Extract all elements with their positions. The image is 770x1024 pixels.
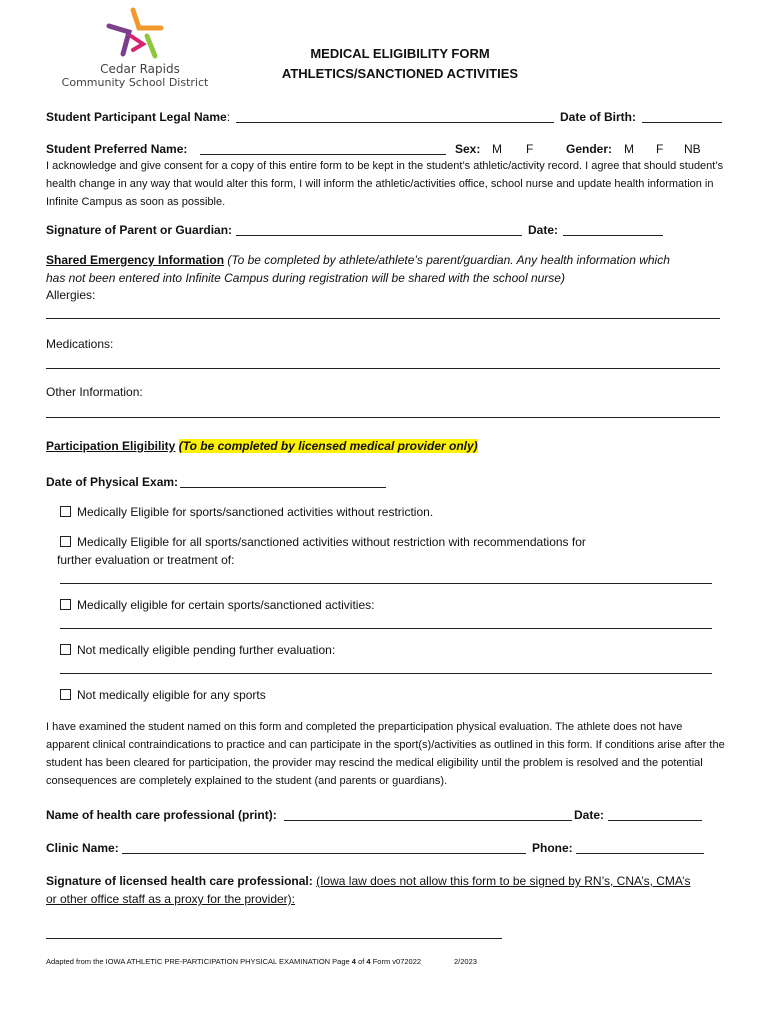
option-eligible-recommendations-cont: further evaluation or treatment of:: [57, 553, 235, 567]
exam-date-field[interactable]: [180, 487, 386, 488]
sex-option-f[interactable]: F: [526, 142, 534, 156]
provider-signature-row: [46, 874, 690, 888]
provider-name-label: Name of health care professional (print):: [46, 808, 277, 822]
legal-name-colon: :: [226, 110, 231, 124]
footer-form: Form v072022: [372, 957, 422, 966]
provider-signature-label: Signature of licensed health care professional:: [46, 874, 313, 888]
checkbox[interactable]: [60, 689, 71, 700]
gender-option-m[interactable]: M: [624, 142, 634, 156]
provider-name-field[interactable]: [284, 820, 572, 821]
option-label: Medically eligible for certain sports/sanctioned activities:: [77, 598, 375, 612]
option-label: Not medically eligible for any sports: [77, 688, 266, 702]
eligibility-heading: Participation Eligibility: [46, 439, 176, 453]
parent-signature-label: Signature of Parent or Guardian:: [46, 223, 233, 237]
other-info-field[interactable]: [46, 417, 720, 418]
form-title-1: MEDICAL ELIGIBILITY FORM: [310, 46, 490, 61]
provider-date-field[interactable]: [608, 820, 702, 821]
footer-date: 2/2023: [454, 957, 477, 966]
logo-stroke-purple: [109, 26, 129, 54]
option-label: Medically Eligible for all sports/sanctioned activities without restriction with recommendations for: [77, 535, 586, 549]
logo-stroke-orange: [133, 10, 161, 28]
phone-label: Phone:: [532, 841, 573, 855]
logo-line-1: Cedar Rapids: [100, 62, 180, 76]
other-info-label: Other Information:: [46, 385, 143, 399]
phone-field[interactable]: [576, 853, 704, 854]
option-eligible-no-restriction[interactable]: [60, 505, 433, 519]
medications-field[interactable]: [46, 368, 720, 369]
eligibility-note: (To be completed by licensed medical provider only): [178, 439, 478, 453]
logo-line-2: Community School District: [61, 76, 209, 89]
gender-option-f[interactable]: F: [656, 142, 664, 156]
recommendations-field[interactable]: [60, 583, 712, 584]
consent-paragraph: I acknowledge and give consent for a copy of this entire form to be kept in the student’s athletic/activity record. I agree that should student’s health change in any way that would alter this form, I will inform the athletic/activities office, school nurse and update health information in Infinite Campus as soon as possible.: [46, 160, 724, 208]
emergency-note: (To be completed by athlete/athlete’s parent/guardian. Any health information which has not been entered into Infinite Campus during registration will be shared with the school nurse): [46, 253, 670, 285]
dob-label: Date of Birth:: [560, 110, 636, 124]
footer-page-num: 4: [351, 957, 356, 966]
parent-signature-field[interactable]: [236, 235, 522, 236]
emergency-info-block: [46, 251, 686, 287]
footer: [46, 957, 421, 966]
medications-label: Medications:: [46, 337, 114, 351]
option-label: Not medically eligible pending further evaluation:: [77, 643, 336, 657]
provider-date-label: Date:: [574, 808, 605, 822]
allergies-label: Allergies:: [46, 288, 96, 302]
emergency-heading: Shared Emergency Information: [46, 253, 225, 267]
gender-label: Gender:: [566, 142, 613, 156]
footer-page-total: 4: [366, 957, 371, 966]
option-not-eligible-any[interactable]: [60, 688, 266, 702]
checkbox[interactable]: [60, 599, 71, 610]
dob-field[interactable]: [642, 122, 722, 123]
gender-option-nb[interactable]: NB: [684, 142, 701, 156]
provider-statement: I have examined the student named on this form and completed the preparticipation physical evaluation. The athlete does not have apparent clinical contraindications to practice and can participate in the sport(s)/activities as outlined in this form. If conditions arise after the student has been cleared for participation, the provider may rescind the medical eligibility until the problem is resolved and the potential consequences are completely explained to the student (and parents or guardians).: [46, 721, 725, 787]
clinic-name-label: Clinic Name:: [46, 841, 119, 855]
parent-date-field[interactable]: [563, 235, 663, 236]
eligibility-heading-row: [46, 439, 478, 453]
footer-text: Adapted from the IOWA ATHLETIC PRE-PARTICIPATION PHYSICAL EXAMINATION Page: [46, 957, 350, 966]
option-eligible-with-recommendations[interactable]: [60, 535, 586, 549]
checkbox[interactable]: [60, 536, 71, 547]
certain-activities-field[interactable]: [60, 628, 712, 629]
checkbox[interactable]: [60, 506, 71, 517]
exam-date-label: Date of Physical Exam:: [46, 475, 179, 489]
checkbox[interactable]: [60, 644, 71, 655]
logo-stroke-pink: [131, 36, 143, 50]
provider-signature-note-2: or other office staff as a proxy for the provider):: [46, 892, 296, 906]
legal-name-label: Student Participant Legal Name: [46, 110, 227, 124]
preferred-name-field[interactable]: [200, 154, 446, 155]
provider-signature-note-1: (Iowa law does not allow this form to be signed by RN’s, CNA’s, CMA’s: [316, 874, 691, 888]
preferred-name-label: Student Preferred Name:: [46, 142, 188, 156]
provider-signature-field[interactable]: [46, 938, 502, 939]
logo-stroke-green: [147, 36, 155, 56]
sex-option-m[interactable]: M: [492, 142, 502, 156]
option-not-eligible-pending[interactable]: [60, 643, 335, 657]
footer-of: of: [358, 957, 365, 966]
pending-evaluation-field[interactable]: [60, 673, 712, 674]
allergies-field[interactable]: [46, 318, 720, 319]
sex-label: Sex:: [455, 142, 481, 156]
option-label: Medically Eligible for sports/sanctioned activities without restriction.: [77, 505, 434, 519]
parent-date-label: Date:: [528, 223, 559, 237]
legal-name-field[interactable]: [236, 122, 554, 123]
district-logo-star-icon: [103, 6, 165, 62]
option-eligible-certain[interactable]: [60, 598, 374, 612]
form-title-2: ATHLETICS/SANCTIONED ACTIVITIES: [281, 66, 519, 81]
clinic-name-field[interactable]: [122, 853, 526, 854]
legal-name-row: [46, 110, 230, 124]
